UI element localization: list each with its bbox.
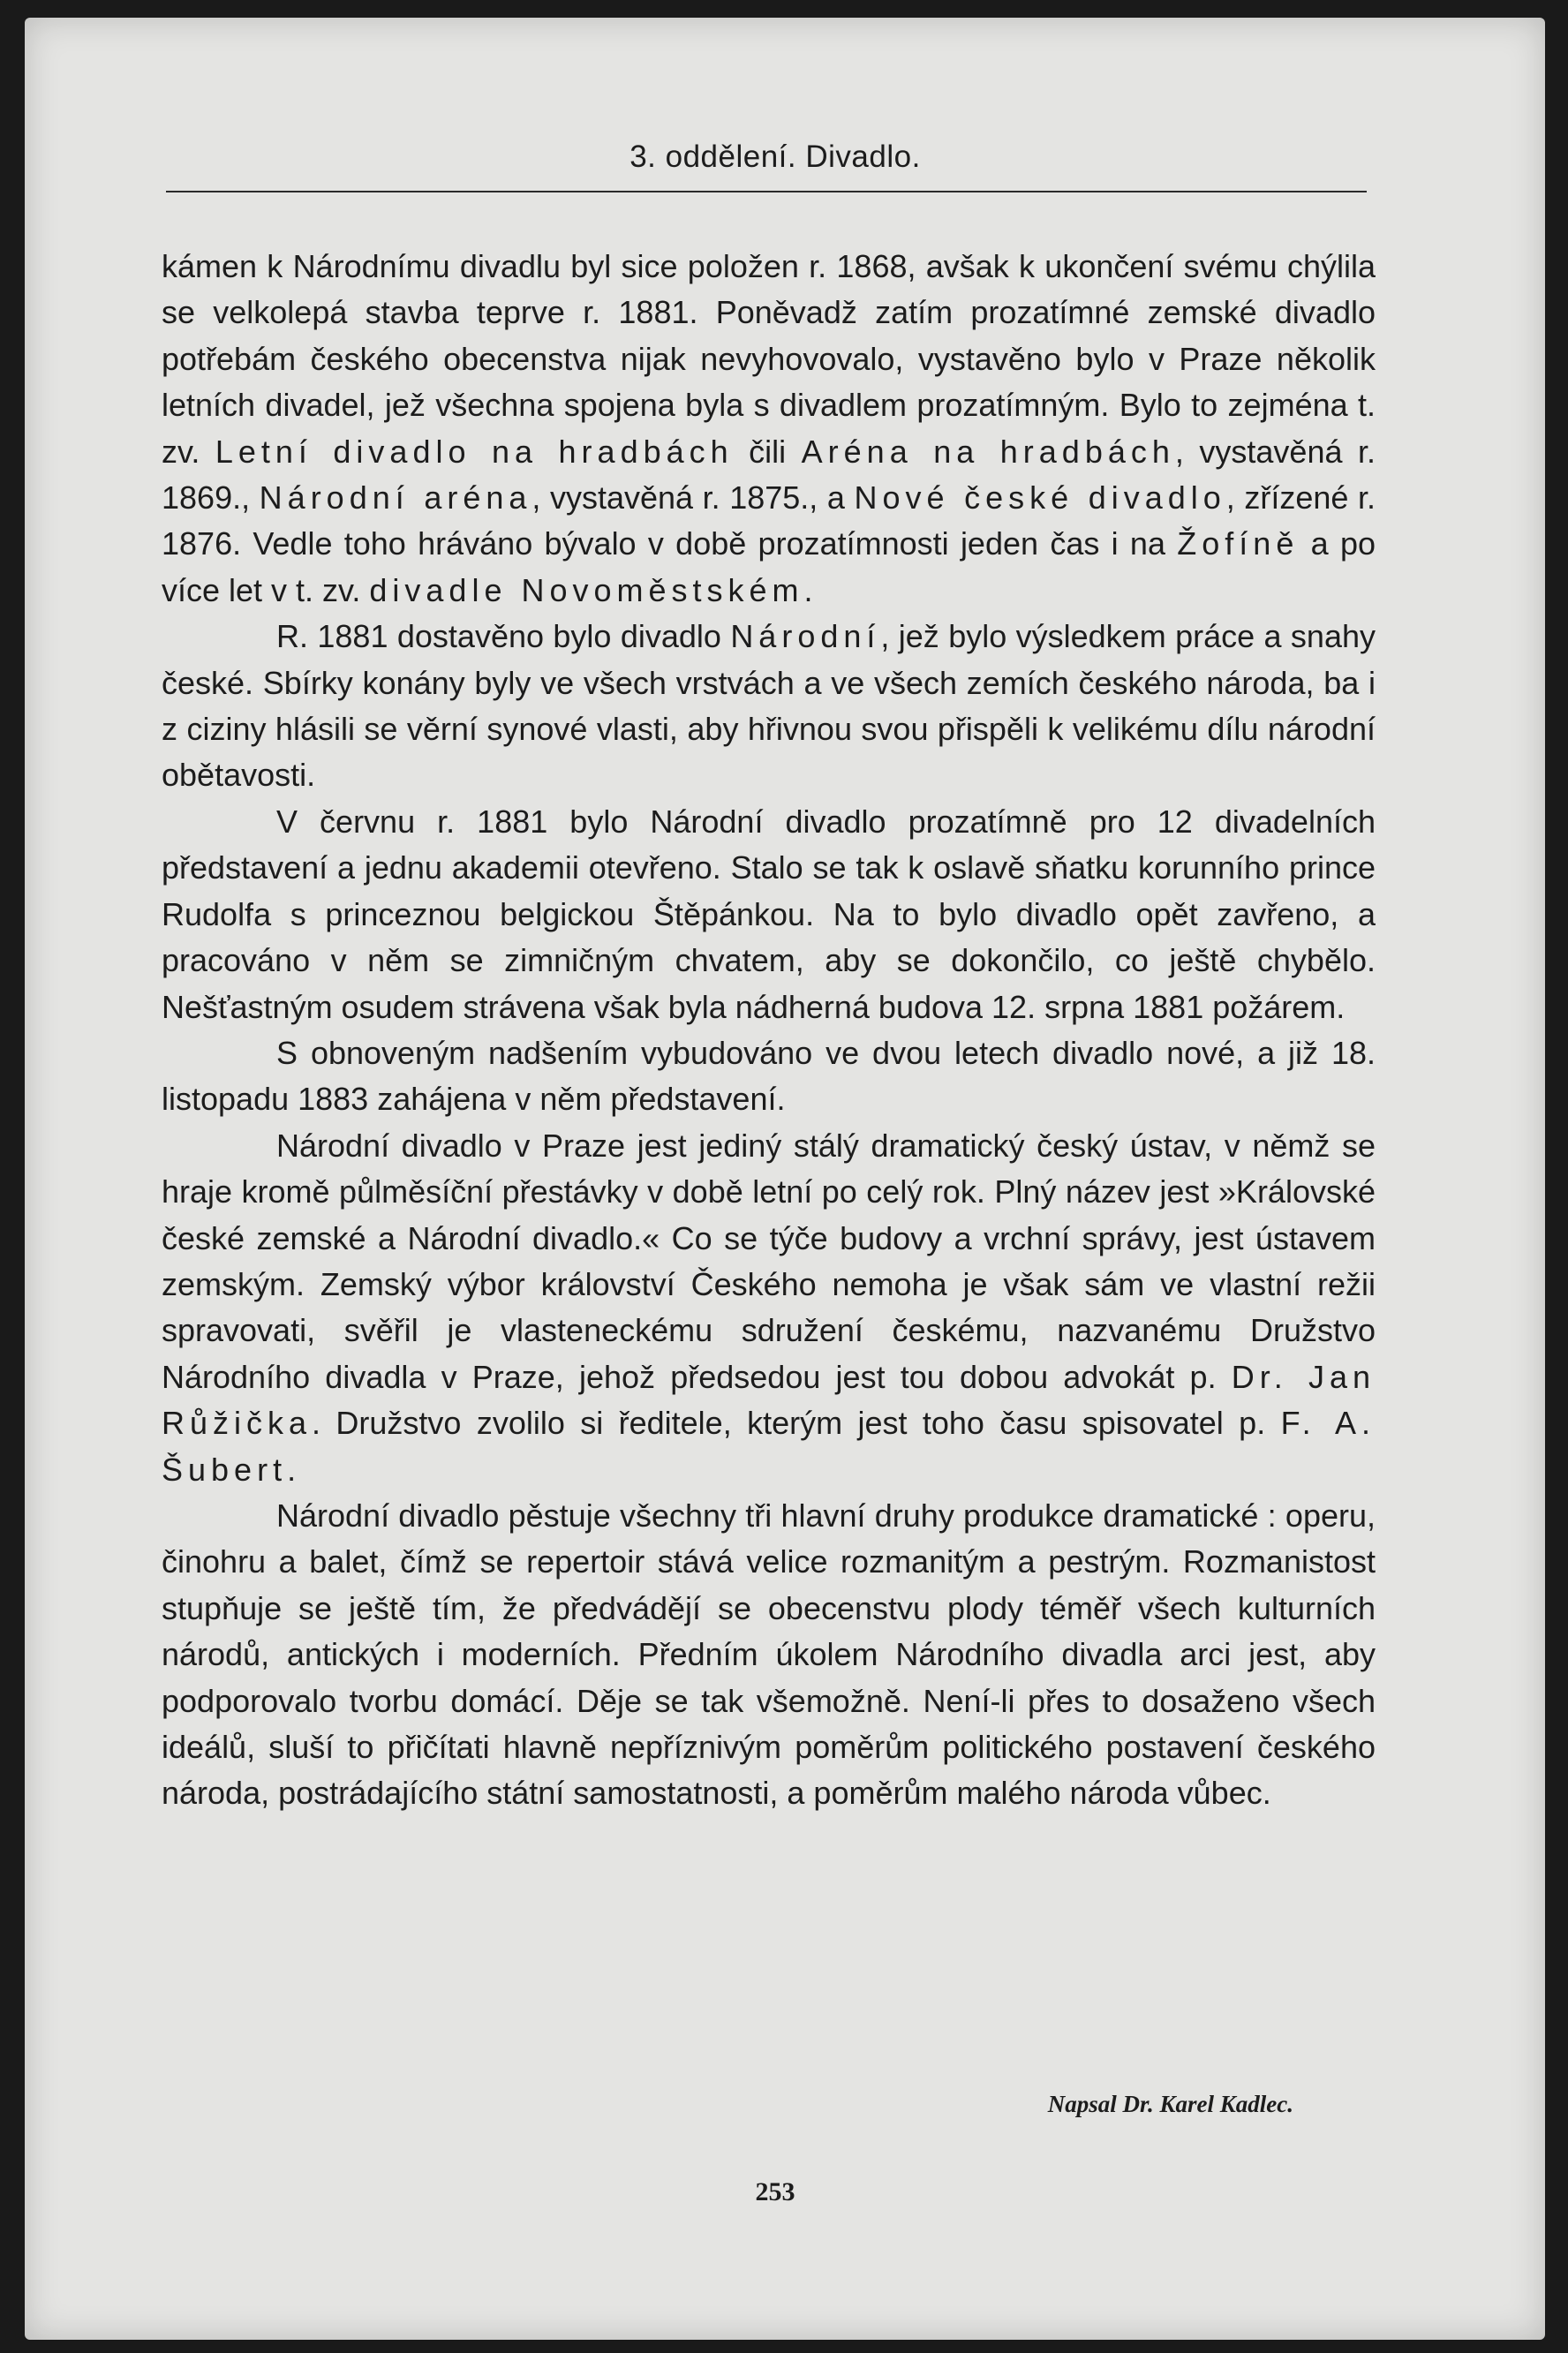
paragraph-3: V červnu r. 1881 bylo Národní divadlo prozatímně pro 12 divadelních představení a jednu akademii otevřeno. Stalo se tak k oslavě sňatku korunního prince Rudolfa s princeznou belgickou Štěpánkou. Na to bylo divadlo opět zavřeno, a pracováno v něm se zimničným chvatem, aby se dokončilo, co ještě chybělo. Nešťastným osudem strávena však byla nádherná budova 12. srpna 1881 požárem. <box>162 803 1376 1025</box>
spaced-term: Letní divadlo na hradbách <box>215 433 734 470</box>
paragraph-6: Národní divadlo pěstuje všechny tři hlavní druhy produkce dramatické : operu, činohru a balet, čímž se repertoir stává velice rozmanitým a pestrým. Rozmanistost stupňuje se ještě tím, že předvádějí se obecenstvu plody téměř všech kulturních národů, antických i moderních. Předním úkolem Národního divadla arci jest, aby podporovalo tvorbu domácí. Děje se tak všemožně. Není-li přes to dosaženo všech ideálů, sluší to přičítati hlavně nepříznivým poměrům politického postavení českého národa, postrádajícího státní samostatnosti, a poměrům malého národa vůbec. <box>162 1497 1376 1812</box>
running-header: 3. oddělení. Divadlo. <box>629 140 921 174</box>
spaced-term: Národní <box>730 618 881 655</box>
spaced-term: F. A. Šubert <box>162 1405 1376 1488</box>
spaced-term: divadle Novoměstském <box>369 571 804 608</box>
header-rule <box>166 191 1367 192</box>
spaced-term: Nové české divadlo <box>854 479 1226 517</box>
book-page <box>25 18 1545 2340</box>
spaced-term: Národní aréna <box>259 479 532 517</box>
paragraph-4: S obnoveným nadšením vybudováno ve dvou letech divadlo nové, a již 18. listopadu 1883 zahájena v něm představení. <box>162 1034 1376 1118</box>
spaced-term: Aréna na hradbách <box>801 433 1175 470</box>
paragraph-1: kámen k Národnímu divadlu byl sice položen r. 1868, avšak k ukončení svému chýlila se velkolepá stavba teprve r. 1881. Poněvadž zatím prozatímné zemské divadlo potřebám českého obecenstva nijak nevyhovovalo, vystavěno bylo v Praze několik letních divadel, jež všechna spojena byla s divadlem prozatímným. Bylo to zejména t. zv. Letní divadlo na hradbách čili Aréna na hradbách, vystavěná r. 1869., Národní aréna, vystavěná r. 1875., a Nové české divadlo, zřízené r. 1876. Vedle toho hráváno bývalo v době prozatímnosti jeden čas i na Žofíně a po více let v t. zv. divadle Novoměstském. <box>162 248 1376 608</box>
paragraph-2: R. 1881 dostavěno bylo divadlo Národní, jež bylo výsledkem práce a snahy české. Sbírky konány byly ve všech vrstvách a ve všech zemích českého národa, ba i z ciziny hlásili se věrní synové vlasti, aby hřivnou svou přispěli k velikému dílu národní obětavosti. <box>162 618 1376 794</box>
page-body <box>162 244 1376 1817</box>
page-number: 253 <box>755 2177 795 2206</box>
paragraph-5: Národní divadlo v Praze jest jediný stálý dramatický český ústav, v němž se hraje kromě půlměsíční přestávky v době letní po celý rok. Plný název jest »Královské české zemské a Národní divadlo.« Co se týče budovy a vrchní správy, jest ústavem zemským. Zemský výbor království Českého nemoha je však sám ve vlastní režii spravovati, svěřil je vlasteneckému sdružení českému, nazvanému Družstvo Národního divadla v Praze, jehož předsedou jest tou dobou advokát p. Dr. Jan Růžička. Družstvo zvolilo si ředitele, kterým jest toho času spisovatel p. F. A. Šubert. <box>162 1127 1376 1488</box>
spaced-term: Dr. Jan Růžička <box>162 1358 1376 1442</box>
author-signature: Napsal Dr. Karel Kadlec. <box>1047 2091 1293 2117</box>
spaced-term: Žofíně <box>1177 525 1300 562</box>
